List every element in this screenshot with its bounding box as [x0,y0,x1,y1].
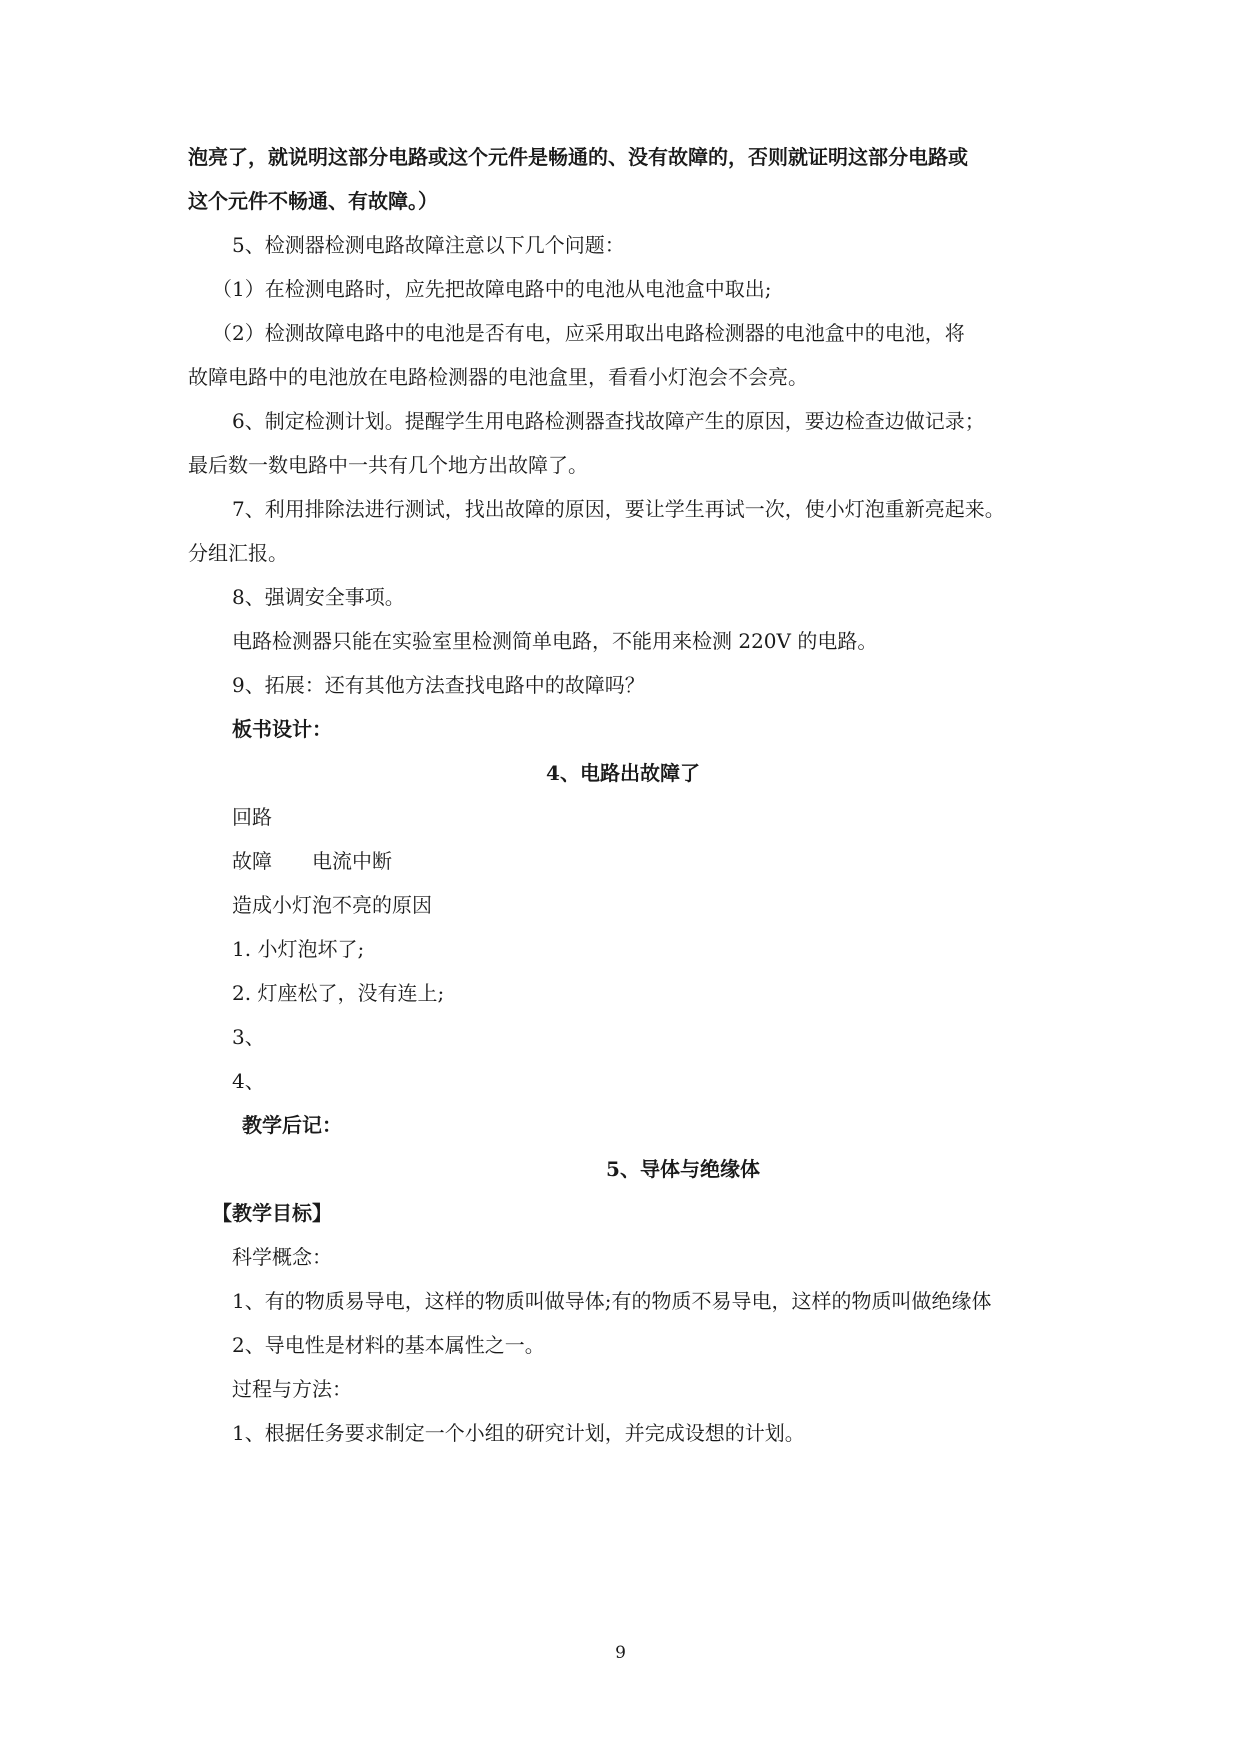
section-heading: 教学后记： [242,1113,342,1137]
list-item: 1、根据任务要求制定一个小组的研究计划，并完成设想的计划。 [232,1421,805,1445]
paragraph-line: 这个元件不畅通、有故障。） [188,189,438,213]
list-item: 1、有的物质易导电，这样的物质叫做导体;有的物质不易导电，这样的物质叫做绝缘体 [232,1289,992,1313]
list-item: （2）检测故障电路中的电池是否有电，应采用取出电路检测器的电池盒中的电池，将 [212,321,965,345]
list-item: 7、利用排除法进行测试，找出故障的原因，要让学生再试一次，使小灯泡重新亮起来。 [232,497,1005,521]
paragraph-line: 故障电路中的电池放在电路检测器的电池盒里，看看小灯泡会不会亮。 [188,365,808,389]
list-item: 5、检测器检测电路故障注意以下几个问题： [232,233,625,257]
board-list-item: 3、 [232,1025,265,1049]
list-item: （1）在检测电路时，应先把故障电路中的电池从电池盒中取出; [212,277,772,301]
paragraph-line: 泡亮了，就说明这部分电路或这个元件是畅通的、没有故障的，否则就证明这部分电路或 [188,145,968,169]
page-number: 9 [615,1643,626,1663]
list-item: 2、导电性是材料的基本属性之一。 [232,1333,545,1357]
list-item: 9、拓展：还有其他方法查找电路中的故障吗？ [232,673,645,697]
board-line: 造成小灯泡不亮的原因 [232,893,432,917]
board-line: 回路 [232,805,272,829]
board-list-item: 2. 灯座松了，没有连上; [232,981,445,1005]
lesson-title: 4、电路出故障了 [546,761,700,785]
board-list-item: 4、 [232,1069,265,1093]
section-heading: 【教学目标】 [212,1201,332,1225]
subsection-label: 科学概念： [232,1245,332,1269]
subsection-label: 过程与方法： [232,1377,352,1401]
paragraph-line: 分组汇报。 [188,541,288,565]
list-item: 6、制定检测计划。提醒学生用电路检测器查找故障产生的原因，要边检查边做记录； [232,409,985,433]
board-list-item: 1. 小灯泡坏了; [232,937,365,961]
list-item: 8、强调安全事项。 [232,585,405,609]
section-heading: 板书设计： [232,717,332,741]
board-line: 故障 电流中断 [232,849,392,873]
lesson-title: 5、导体与绝缘体 [606,1157,760,1181]
paragraph-line: 最后数一数电路中一共有几个地方出故障了。 [188,453,588,477]
paragraph-line: 电路检测器只能在实验室里检测简单电路，不能用来检测 220V 的电路。 [232,629,878,653]
